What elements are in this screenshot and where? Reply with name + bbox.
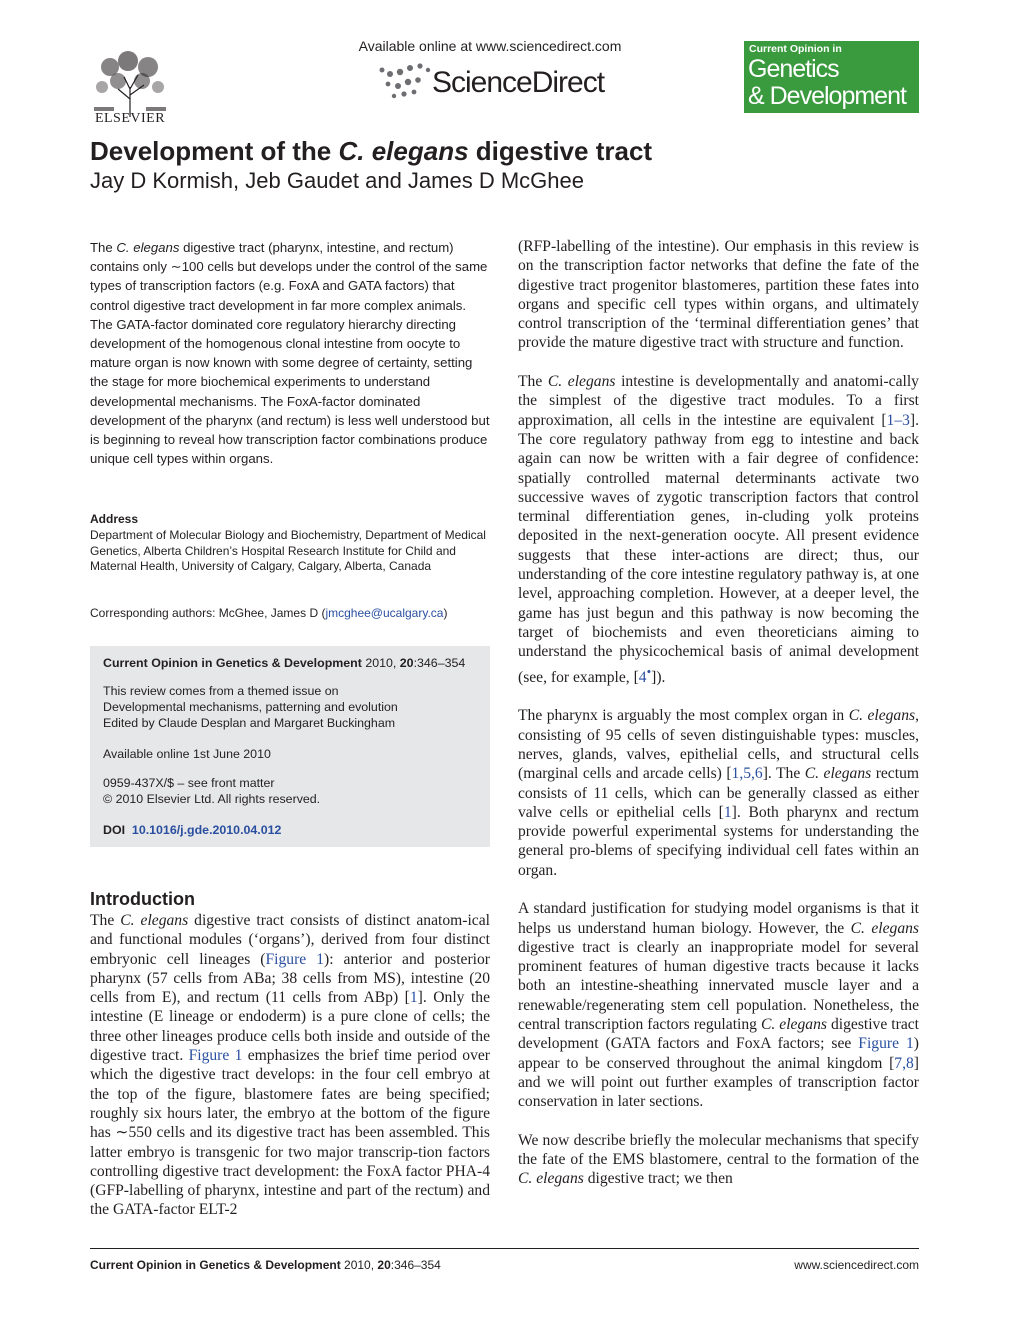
ref-1-5-6-link[interactable]: 1,5,6: [731, 765, 763, 783]
ref-4-link[interactable]: 4•: [638, 663, 652, 686]
journal-logo-small: Current Opinion in: [749, 43, 842, 55]
figure-1-link[interactable]: Figure 1: [188, 1047, 243, 1065]
ref-1-link[interactable]: 1: [723, 803, 732, 821]
info-copyright: © 2010 Elsevier Ltd. All rights reserved.: [103, 792, 321, 806]
info-themed-issue: This review comes from a themed issue on: [103, 684, 339, 698]
footer-divider: [90, 1248, 919, 1249]
publisher-name: ELSEVIER: [94, 111, 166, 126]
doi-link[interactable]: 10.1016/j.gde.2010.04.012: [131, 823, 282, 837]
email-link[interactable]: jmcghee@ucalgary.ca: [325, 606, 444, 620]
footer-citation: Current Opinion in Genetics & Development 2010, 20:346–354: [90, 1258, 441, 1272]
journal-logo-box: [744, 41, 919, 113]
article-title: Development of the C. elegans digestive tract: [90, 136, 653, 166]
info-available-date: Available online 1st June 2010: [103, 747, 271, 761]
article-info-box: [90, 646, 490, 847]
info-issn: 0959-437X/$ – see front matter: [103, 776, 275, 790]
ref-1-3-link[interactable]: 1–3: [886, 411, 910, 429]
journal-logo-line1: Genetics: [748, 55, 839, 83]
ref-1-link[interactable]: 1: [409, 989, 418, 1007]
footer-url[interactable]: www.sciencedirect.com: [794, 1258, 919, 1272]
figure-1-link[interactable]: Figure 1: [265, 950, 325, 968]
introduction-heading: Introduction: [90, 889, 195, 909]
address-text: Department of Molecular Biology and Biochemistry, Department of Medical Genetics, Alberta Children’s Hospital Research Institute for Child and Maternal Health, University of Calgary, Calgary, Alberta, Canada: [90, 528, 486, 573]
info-doi: DOI 10.1016/j.gde.2010.04.012: [103, 823, 282, 837]
ref-7-8-link[interactable]: 7,8: [894, 1054, 914, 1072]
sciencedirect-wordmark: ScienceDirect: [432, 66, 605, 99]
article-authors: Jay D Kormish, Jeb Gaudet and James D McGhee: [90, 168, 584, 193]
introduction-text: The C. elegans digestive tract consists of distinct anatom-ical and functional modules (‘organs’), derived from four distinct embryonic cell lineages (Figure 1): anterior and posterior pharynx (57 cells from ABa; 38 cells from MS), intestine (20 cells from E), and rectum (11 cells from ABp) [1]. Only the intestine (E lineage or endoderm) is a pure clone of cells; the three other lineages produce cells both inside and outside of the digestive tract. Figure 1 emphasizes the brief time period over which the digestive tract develops: in the four cell embryo at the top of the figure, blastomere fates are being specified; roughly six hours later, the embryo at the bottom of the figure has ∼550 cells and its digestive tract has been assembled. This latter embryo is transgenic for two major transcrip-tion factors controlling digestive tract development: the FoxA factor PHA-4 (GFP-labelling of pharynx, intestine and part of the rectum) and the GATA-factor ELT-2: [90, 912, 490, 1219]
info-themed-topic: Developmental mechanisms, patterning and evolution: [103, 700, 398, 714]
available-online-text: Available online at www.sciencedirect.com: [358, 38, 622, 54]
abstract: The C. elegans digestive tract (pharynx, intestine, and rectum) contains only ∼100 cells but develops under the control of the same types of transcription factors (e.g. FoxA and GATA factors) that control digestive tract development in far more complex animals. The GATA-factor dominated core regulatory hierarchy directing development of the homogenous clonal intestine from oocyte to mature organ is now known with some degree of certainty, setting the stage for more biochemical experiments to understand developmental mechanisms. The FoxA-factor dominated development of the pharynx (and rectum) is less well understood but is beginning to reveal how transcription factor combinations produce unique cell types within organs.: [90, 240, 490, 467]
info-editors: Edited by Claude Desplan and Margaret Buckingham: [103, 716, 396, 730]
figure-1-link[interactable]: Figure 1: [858, 1035, 914, 1053]
address-heading: Address: [90, 512, 139, 526]
info-journal-citation: Current Opinion in Genetics & Development 2010, 20:346–354: [103, 656, 466, 670]
journal-logo-line2: & Development: [748, 82, 906, 110]
right-column-text: (RFP-labelling of the intestine). Our emphasis in this review is on the transcription factor networks that define the fate of the digestive tract progenitor blastomeres, partition these fates into organs and specific cell types within organs, and ultimately control transcription of the ‘terminal differentiation genes’ that provide the mature digestive tract with structure and function. The C. elegans intestine is developmentally and anatomi-cally the simplest of the digestive tract modules. To a first approximation, all cells in the intestine are equivalent [1–3]. The core regulatory pathway from egg to intestine and back again can now be written with a fair degree of confidence: spatially controlled maternal determinants activate two successive waves of zygotic transcription factors that control terminal differentiation genes, in-cluding yolk proteins deposited in the next-generation oocyte. All present evidence suggests that these inter-actions are direct; thus, our understanding of the core intestine regulatory pathway is, at one level, approaching completion. However, at a deeper level, the game has just begun and this pathway is now becoming the target of biochemists and even theoreticians aiming to understand the physicochemical basis of animal development (see, for example, [4•]). The pharynx is arguably the most complex organ in C. elegans, consisting of 95 cells of seven distinguishable types: muscles, nerves, glands, valves, epithelial cells, and structural cells (marginal cells and arcade cells) [1,5,6]. The C. elegans rectum consists of 11 cells, which can be generally classed as either valve cells or epithelial cells [1]. Both pharynx and rectum provide powerful experimental systems for understanding the general pro-blems of specifying individual cell fates within an organ. A standard justification for studying model organisms is that it helps us understand human biology. However, the C. elegans digestive tract is clearly an inappropriate model for several prominent features of human digestive tracts because it lacks both an intestine-sheathing innervated muscle layer and a renewable/regenerating stem cell population. Nonetheless, the central transcription factors regulating C. elegans digestive tract development (GATA factors and FoxA factors; see Figure 1) appear to be conserved throughout the animal kingdom [7,8] and we will point out further examples of transcription factor conservation in later sections. We now describe briefly the molecular mechanisms that specify the fate of the EMS blastomere, central to the formation of the C. elegans digestive tract; we then: [518, 238, 919, 1188]
corresponding-author: Corresponding authors: McGhee, James D (jmcghee@ucalgary.ca): [90, 606, 448, 620]
